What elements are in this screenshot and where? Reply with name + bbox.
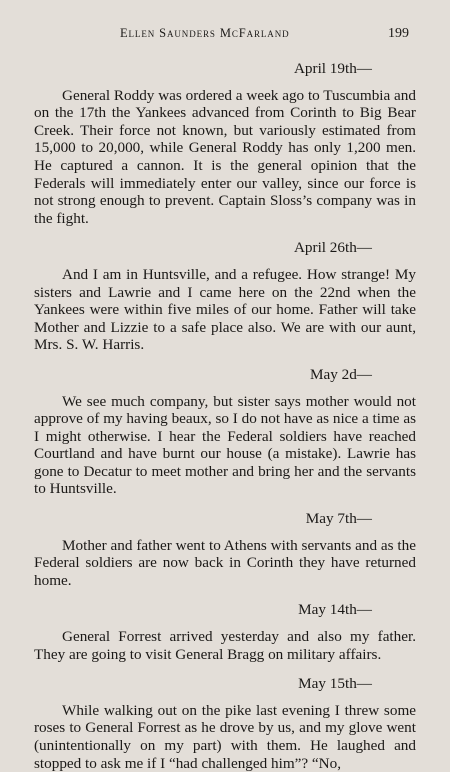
entry-text: And I am in Huntsville, and a refugee. How strange! My sisters and Lawrie and I came here on the 22nd when the Yankees were within five miles of our home. Father will take Mother and Lizzie to a safe place also. We are with our aunt, Mrs. S. W. Harris. [34, 265, 416, 354]
page-number: 199 [388, 26, 409, 41]
page-header [34, 26, 416, 46]
diary-entry [34, 510, 416, 589]
diary-entry [34, 675, 416, 772]
entry-text: General Forrest arrived yesterday and also my father. They are going to visit General Bragg on military affairs. [34, 628, 416, 663]
entry-text: General Roddy was ordered a week ago to Tuscumbia and on the 17th the Yankees advanced from Corinth to Big Bear Creek. Their force not known, but variously estimated from 15,000 to 20,000, while General Roddy has only 1,200 men. He captured a cannon. It is the general opinion that the Federals will immediately enter our valley, since our force is not strong enough to prevent. Captain Sloss’s company was in the fight. [34, 86, 416, 227]
entry-date: May 15th— [298, 675, 372, 693]
entry-date: April 19th— [293, 60, 372, 77]
entry-text: We see much company, but sister says mother would not approve of my having beaux, so I do not have as nice a time as I might otherwise. I hear the Federal soldiers have reached Courtland and have burnt our house (a mistake). Lawrie has gone to Decatur to meet mother and bring her and the servants to Huntsville. [34, 392, 416, 498]
entry-date: May 7th— [305, 510, 372, 528]
diary-content [34, 60, 416, 772]
diary-entry [34, 239, 416, 354]
entry-text: Mother and father went to Athens with servants and as the Federal soldiers are now back in Corinth they have returned home. [34, 536, 416, 589]
entry-date: May 14th— [298, 601, 372, 619]
diary-entry [34, 60, 416, 227]
entry-text: While walking out on the pike last evening I threw some roses to General Forrest as he drove by us, and my glove went (unintentionally on my part) with them. He laughed and stopped to ask me if I “had challenged him”? “No, [34, 701, 416, 772]
diary-entry [34, 366, 416, 498]
diary-entry [34, 601, 416, 663]
entry-date: May 2d— [309, 365, 372, 383]
entry-date: April 26th— [293, 239, 372, 257]
running-head: Ellen Saunders McFarland [120, 26, 290, 40]
